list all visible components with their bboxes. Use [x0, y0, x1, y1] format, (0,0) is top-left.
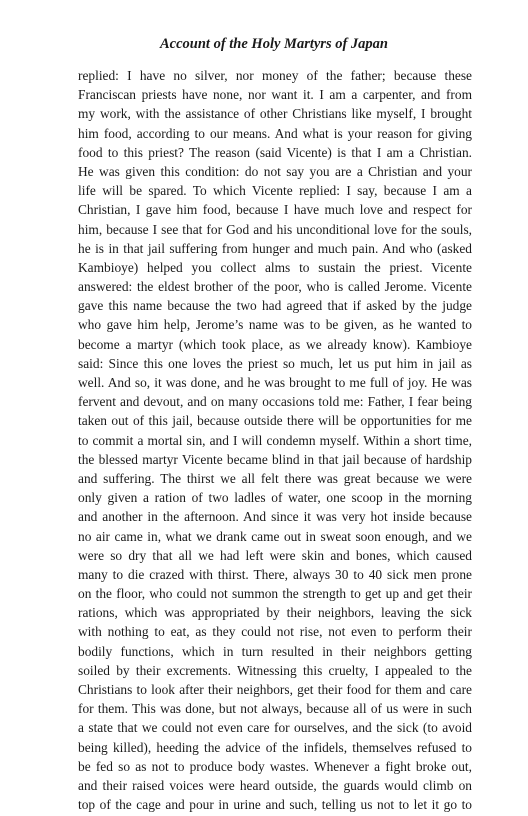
- text-line: said: Since this one loves the priest so much, let us put him in jail as: [78, 355, 472, 371]
- text-line: and another in the afternoon. And since it was very hot inside because: [78, 509, 472, 525]
- text-line: He was given this condition: do not say you are a Christian and your: [78, 163, 472, 179]
- text-line: and their raised voices were heard outside, the guards would climb on: [78, 777, 472, 793]
- text-line: my work, with the assistance of other Christians like myself, I brought: [78, 106, 472, 122]
- text-line: being killed), heeding the advice of the infidels, themselves refused to: [78, 739, 472, 755]
- text-line: no air came in, what we drank came out in sweat soon enough, and we: [78, 528, 472, 544]
- text-line: who gave him help, Jerome’s name was to be given, as he wanted to: [78, 317, 472, 333]
- text-line: he is in that jail suffering from hunger and much pain. And who (asked: [78, 240, 472, 256]
- text-line: on the floor, who could not summon the strength to get up and get their: [78, 586, 472, 602]
- text-line: Christian, I gave him food, because I have much love and respect for: [78, 202, 472, 218]
- text-line: gave this name because the two had agreed that if asked by the judge: [78, 298, 472, 314]
- text-line: top of the cage and pour in urine and such, telling us not to let it go to: [78, 797, 472, 813]
- text-line: life will be spared. To which Vicente replied: I say, because I am a: [78, 183, 472, 199]
- text-line: Christians to look after their neighbors, get their food for them and care: [78, 682, 472, 697]
- text-line: answered: the eldest brother of the poor, who is called Jerome. Vicente: [78, 279, 472, 295]
- text-line: for them. This was done, but not always, because all of us were in such: [78, 701, 472, 717]
- text-line: many to die crazed with thirst. There, always 30 to 40 sick men prone: [78, 566, 472, 582]
- text-line: rations, which was appropriated by their neighbors, leaving the sick: [78, 605, 472, 621]
- text-line: him, because I see that for God and his unconditional love for the souls,: [78, 221, 472, 237]
- text-line: fervent and devout, and on many occasions told me: Father, I fear being: [78, 394, 472, 410]
- text-line: him food, according to our means. And what is your reason for giving: [78, 125, 472, 141]
- text-line: bodily functions, which in turn resulted in their neighbors getting: [78, 643, 472, 659]
- text-line: become a martyr (which took place, as we already know). Kambioye: [78, 336, 472, 352]
- text-line: food to this priest? The reason (said Vicente) is that I am a Christian.: [78, 144, 472, 160]
- text-line: well. And so, it was done, and he was brought to me full of joy. He was: [78, 375, 472, 390]
- text-line: taken out of this jail, because outside there will be opportunities for me: [78, 413, 472, 429]
- body-text: [78, 66, 472, 814]
- text-line: to commit a mortal sin, and I will condemn myself. Within a short time,: [78, 432, 472, 448]
- text-line: with nothing to eat, as they could not rise, not even to perform their: [78, 624, 472, 640]
- text-line: were so dry that all we had left were skin and bones, which caused: [78, 547, 472, 563]
- text-line: and suffering. The thirst we all felt there was great because we were: [78, 470, 472, 486]
- text-line: only given a ration of two ladles of water, one scoop in the morning: [78, 490, 472, 506]
- text-line: replied: I have no silver, nor money of the father; because these: [78, 68, 472, 83]
- text-line: Kambioye) helped you collect alms to sustain the priest. Vicente: [78, 259, 472, 275]
- text-line: Franciscan priests have none, nor want it. I am a carpenter, and from: [78, 87, 472, 103]
- text-line: be fed so as not to produce body wastes. Whenever a fight broke out,: [78, 758, 472, 774]
- text-line: soiled by their excrements. Witnessing this cruelty, I appealed to the: [78, 662, 472, 678]
- running-header: Account of the Holy Martyrs of Japan: [160, 36, 388, 52]
- text-line: a state that we could not even care for ourselves, and the sick (to avoid: [78, 720, 472, 736]
- text-line: the blessed martyr Vicente became blind in that jail because of hardship: [78, 451, 472, 467]
